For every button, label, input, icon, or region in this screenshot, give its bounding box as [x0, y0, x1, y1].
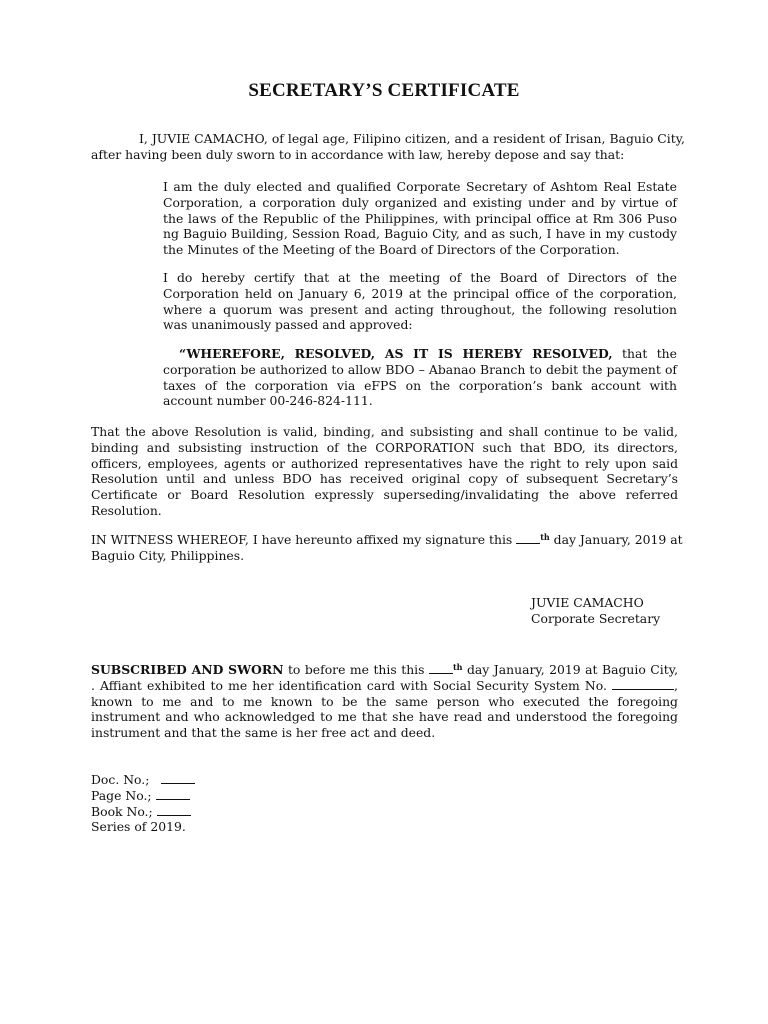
doc-no-label: Doc. No.;: [91, 772, 150, 787]
page-no-line: [91, 788, 291, 804]
notarial-entries: [91, 772, 291, 835]
sss-number-blank: [612, 678, 674, 690]
certification-paragraph: I do hereby certify that at the meeting of the Board of Directors of the Corporation held on January 6, 2019 at the principal office of the corporation, where a quorum was present and acting throughout, the following resolution was unanimously passed and approved:: [163, 270, 677, 333]
witness-date-suffix: th: [540, 532, 550, 542]
book-no-blank: [157, 804, 191, 816]
jurat-text-middle: day January, 2019 at Baguio City, . Affiant exhibited to me her identification card with Social Security System No.: [91, 662, 679, 693]
book-no-line: [91, 804, 291, 820]
jurat-text-before: to before me this this: [283, 662, 429, 677]
resolution-lead: “WHEREFORE, RESOLVED, AS IT IS HEREBY RESOLVED,: [179, 346, 613, 361]
witness-text-after: day January, 2019 at Baguio City, Philippines.: [91, 532, 683, 563]
book-no-label: Book No.;: [91, 803, 153, 819]
witness-text-before: IN WITNESS WHEREOF, I have hereunto affixed my signature this: [91, 532, 517, 547]
jurat-date-blank: [429, 662, 453, 674]
witness-paragraph: [91, 532, 685, 564]
signatory-position: Corporate Secretary: [531, 610, 661, 626]
witness-date-blank: [516, 532, 540, 544]
page-no-blank: [156, 788, 190, 800]
duly-elected-paragraph: I am the duly elected and qualified Corporate Secretary of Ashtom Real Estate Corporation, a corporation duly organized and existing under and by virtue of the laws of the Republic of the Philippines, with principal office at Rm 306 Puso ng Baguio Building, Session Road, Baguio City, and as such, I have in my custody the Minutes of the Meeting of the Board of Directors of the Corporation.: [163, 179, 677, 258]
document-title: SECRETARY’S CERTIFICATE: [248, 80, 520, 101]
resolution-body: that the corporation be authorized to allow BDO – Abanao Branch to debit the payment of taxes of the corporation via eFPS on the corporation’s bank account with account number 00-246-824-111.: [163, 346, 677, 409]
resolution-paragraph: [163, 346, 677, 409]
jurat-text-after: , known to me and to me known to be the same person who executed the foregoing instrument and who acknowledged to me that she have read and understood the foregoing instrument and that the same is her free act and deed.: [91, 677, 678, 741]
intro-paragraph: I, JUVIE CAMACHO, of legal age, Filipino citizen, and a resident of Irisan, Baguio City, after having been duly sworn to in accordance with law, hereby depose and say that:: [91, 131, 685, 162]
jurat-lead: SUBSCRIBED AND SWORN: [91, 662, 284, 677]
signatory-name: JUVIE CAMACHO: [531, 595, 644, 610]
jurat-date-suffix: th: [452, 662, 463, 672]
page-no-label: Page No.;: [91, 787, 152, 803]
doc-no-blank: [161, 772, 195, 784]
series-line: Series of 2019.: [91, 819, 186, 835]
jurat-paragraph: [91, 662, 678, 741]
validity-paragraph: That the above Resolution is valid, binding, and subsisting and shall continue to be valid, binding and subsisting instruction of the CORPORATION such that BDO, its directors, officers, employees, agents or authorized representatives have the right to rely upon said Resolution until and unless BDO has received original copy of subsequent Secretary’s Certificate or Board Resolution expressly superseding/invalidating the above referred Resolution.: [91, 424, 678, 518]
doc-no-line: [91, 772, 291, 788]
signature-block: [531, 595, 691, 627]
